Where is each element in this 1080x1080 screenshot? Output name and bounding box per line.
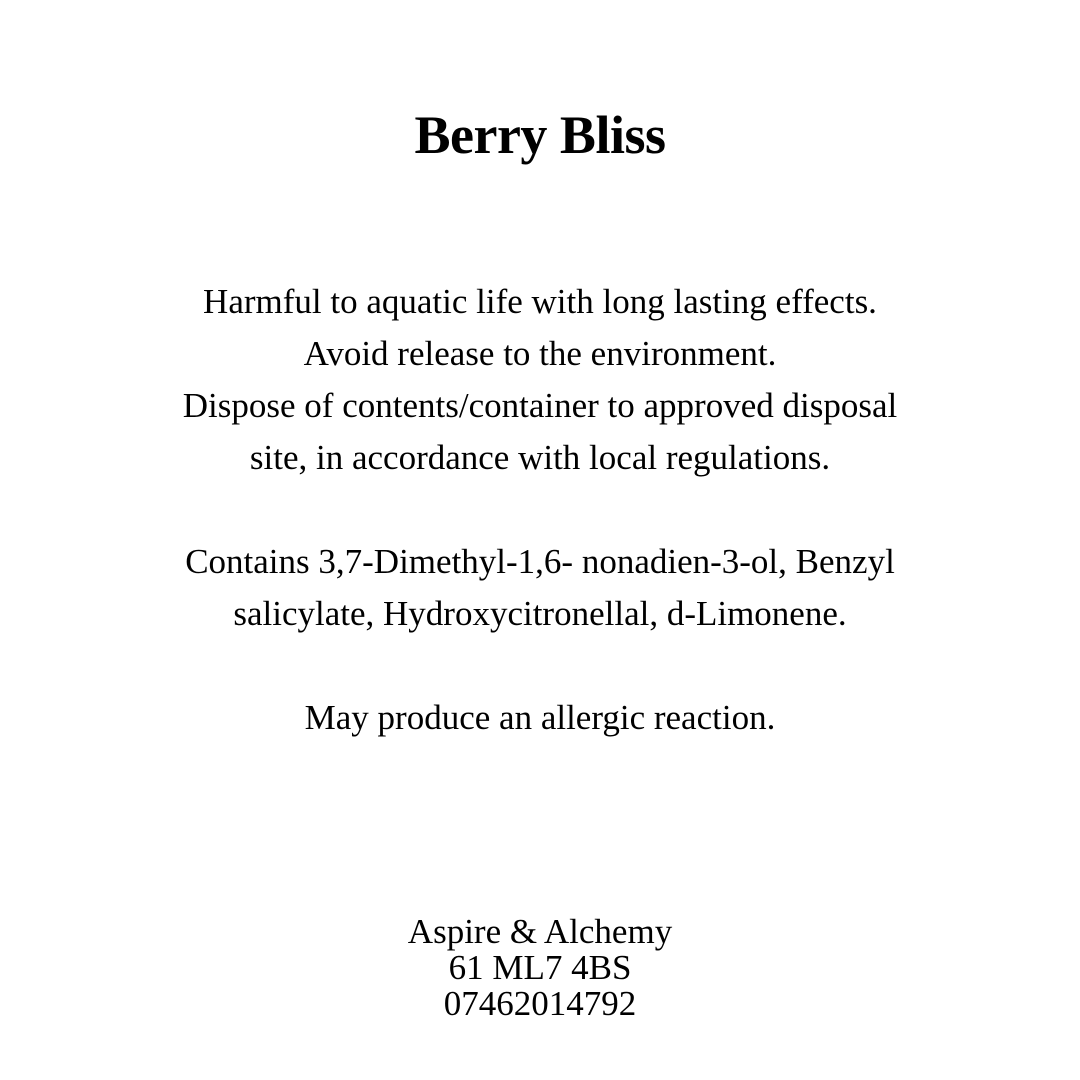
hazard-line-1: Harmful to aquatic life with long lasting effects.	[203, 282, 877, 321]
contains-line-2: salicylate, Hydroxycitronellal, d-Limonene.	[233, 594, 847, 633]
hazard-line-2: Avoid release to the environment.	[303, 334, 777, 373]
warning-text-block	[0, 276, 1080, 744]
company-details	[0, 914, 1080, 1022]
company-address: 61 ML7 4BS	[448, 948, 632, 987]
spacer	[0, 484, 1080, 536]
allergy-warning: May produce an allergic reaction.	[304, 698, 776, 737]
company-phone: 07462014792	[443, 984, 637, 1023]
hazard-line-3: Dispose of contents/container to approved disposal	[182, 386, 898, 425]
spacer	[0, 640, 1080, 692]
product-title: Berry Bliss	[414, 105, 666, 165]
hazard-line-4: site, in accordance with local regulations.	[249, 438, 831, 477]
contains-line-1: Contains 3,7-Dimethyl-1,6- nonadien-3-ol, Benzyl	[185, 542, 895, 581]
company-name: Aspire & Alchemy	[407, 912, 673, 951]
